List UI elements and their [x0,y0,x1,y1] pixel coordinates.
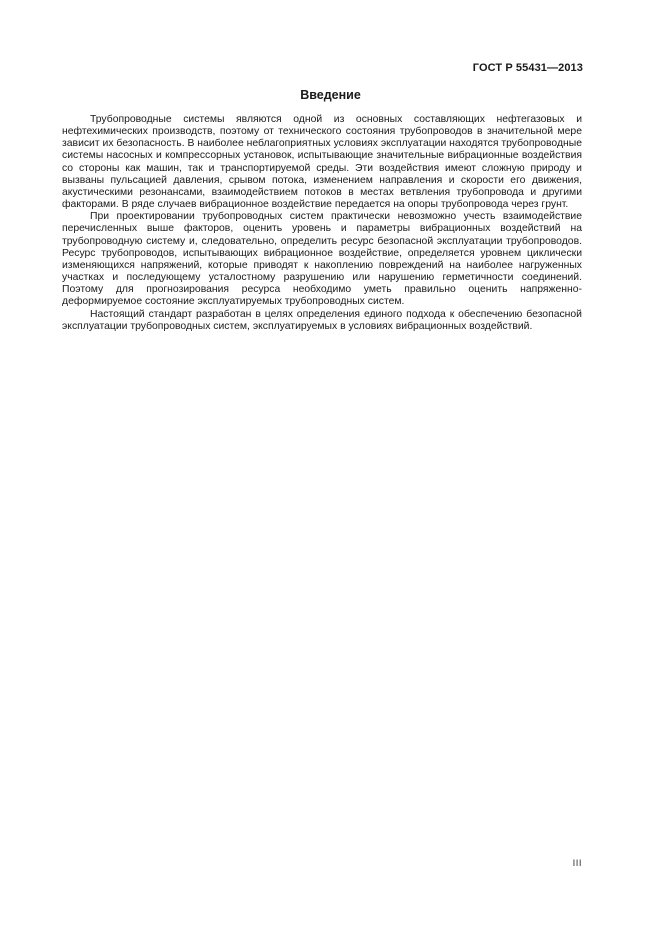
paragraph-3: Настоящий стандарт разработан в целях определения единого подхода к обеспечению безопасной эксплуатации трубопроводных систем, эксплуатируемых в условиях вибрационных воздействий. [62,308,582,332]
document-code: ГОСТ Р 55431—2013 [472,62,583,74]
paragraph-1: Трубопроводные системы являются одной из основных составляющих нефтегазовых и нефтехимических производств, поэтому от технического состояния трубопроводов в значительной мере зависит их безопасность. В наиболее неблагоприятных условиях эксплуатации находятся трубопроводные системы насосных и компрессорных установок, испытывающие значительные вибрационные воздействия со стороны как машин, так и транспортируемой среды. Эти воздействия имеют сложную природу и вызваны пульсацией давления, срывом потока, изменением направления и скорости его движения, акустическими резонансами, взаимодействием потоков в местах ветвления трубопровода и другими факторами. В ряде случаев вибрационное воздействие передается на опоры трубопровода через грунт. [62,114,583,211]
section-body [62,114,582,333]
page-number: III [572,858,582,869]
section-title: Введение [300,88,361,102]
paragraph-2: При проектировании трубопроводных систем практически невозможно учесть взаимодействие перечисленных выше факторов, оценить уровень и параметры вибрационных воздействий на трубопроводную систему и, следовательно, определить ресурс безопасной эксплуатации трубопроводов. Ресурс трубопроводов, испытывающих вибрационное воздействие, определяется уровнем циклически изменяющихся напряжений, которые приводят к накоплению повреждений на наиболее нагруженных участках и последующему усталостному разрушению или нарушению герметичности соединений. Поэтому для прогнозирования ресурса необходимо уметь правильно оценить напряженно-деформируемое состояние эксплуатируемых трубопроводных систем. [62,211,582,308]
